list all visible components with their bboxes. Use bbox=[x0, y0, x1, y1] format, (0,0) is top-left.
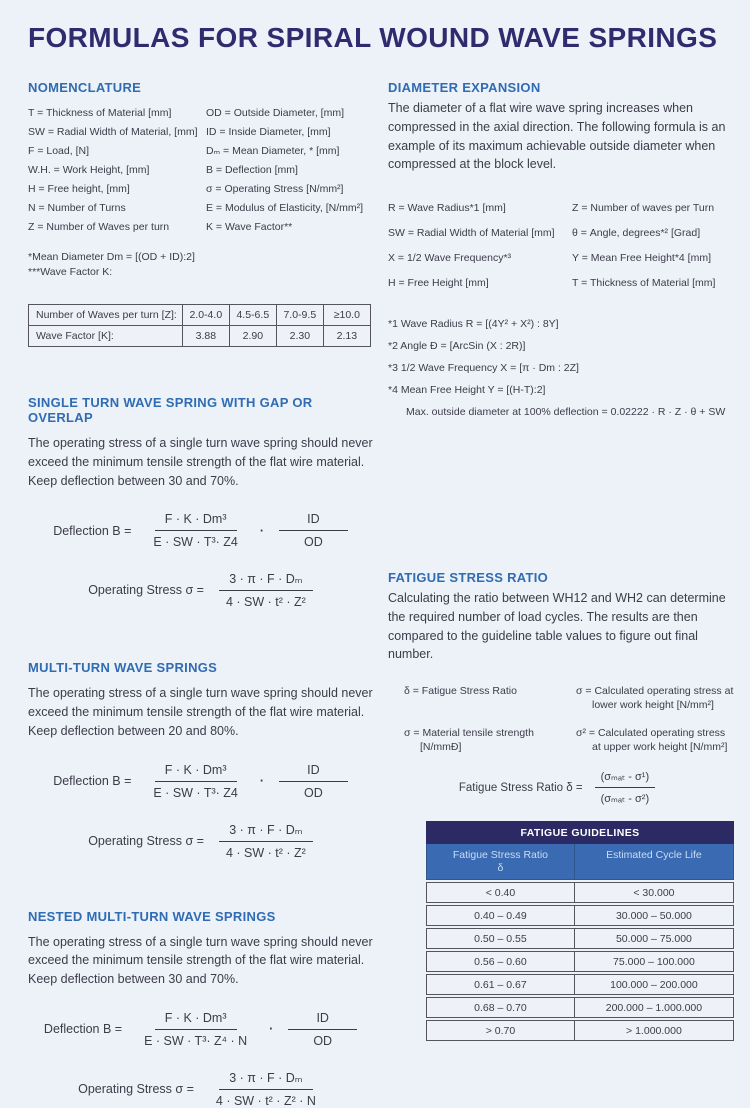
nomenclature-term: Z = Number of Waves per turn bbox=[28, 221, 170, 233]
table-row bbox=[426, 882, 734, 903]
wave-factor-footnote: ***Wave Factor K: bbox=[28, 266, 113, 278]
nomenclature-term: E = Modulus of Elasticity, [N/mm²] bbox=[206, 202, 364, 214]
fatigue-definition: σ² = Calculated operating stress at upper work height [N/mm²] bbox=[576, 727, 728, 753]
max-outside-diameter-note: Max. outside diameter at 100% deflection = 0.02222 · R · Z · θ + SW bbox=[406, 406, 726, 418]
fatigue-definition: δ = Fatigue Stress Ratio bbox=[404, 685, 517, 697]
table-cell: < 0.40 bbox=[485, 886, 516, 899]
table-cell: ≥10.0 bbox=[323, 305, 370, 326]
nomenclature-terms bbox=[28, 104, 376, 237]
single-turn-heading: SINGLE TURN WAVE SPRING WITH GAP OR OVERLAP bbox=[28, 395, 313, 425]
diameter-expansion-heading: DIAMETER EXPANSION bbox=[388, 80, 541, 95]
fatigue-stress-ratio-heading: FATIGUE STRESS RATIO bbox=[388, 570, 549, 585]
mean-diameter-footnote: *Mean Diameter Dm = [(OD + ID):2] bbox=[28, 251, 195, 263]
formula-label: Operating Stress σ = bbox=[78, 1081, 194, 1096]
table-row bbox=[426, 1020, 734, 1041]
table-row bbox=[426, 905, 734, 926]
diameter-term: R = Wave Radius*1 [mm] bbox=[388, 202, 506, 214]
fatigue-guidelines-table bbox=[426, 821, 734, 1041]
formula-label: Fatigue Stress Ratio δ = bbox=[458, 781, 583, 794]
single-turn-deflection-formula bbox=[28, 512, 376, 549]
fraction: $\frac{\text{3 · π · F · Dₘ}}{\text{4 · SW · t² · Z²}}$ bbox=[216, 822, 316, 860]
footnote: *2 Angle Đ = [ArcSin (X : 2R)] bbox=[388, 340, 526, 352]
nested-deflection-formula bbox=[28, 1011, 376, 1048]
table-cell: 0.40 – 0.49 bbox=[474, 909, 527, 922]
fatigue-table-header-row bbox=[426, 844, 734, 880]
table-row bbox=[426, 997, 734, 1018]
fatigue-table-title: FATIGUE GUIDELINES bbox=[426, 821, 734, 844]
nomenclature-footnotes bbox=[28, 250, 376, 280]
table-cell: 2.90 bbox=[229, 326, 276, 347]
fatigue-paragraph: Calculating the ratio between WH12 and WH2 can determine the required number of load cycles. The results are then compared to the guideline table values to figure out final number. bbox=[388, 591, 726, 662]
formula-label: Deflection B = bbox=[43, 1022, 123, 1037]
table-row bbox=[426, 951, 734, 972]
diameter-term: SW = Radial Width of Material [mm] bbox=[388, 227, 555, 239]
nomenclature-term: F = Load, [N] bbox=[28, 145, 89, 157]
table-cell: 2.30 bbox=[276, 326, 323, 347]
nomenclature-heading: NOMENCLATURE bbox=[28, 80, 142, 95]
table-cell: 0.50 – 0.55 bbox=[474, 932, 527, 945]
table-cell: 3.88 bbox=[182, 326, 229, 347]
nomenclature-term: OD = Outside Diameter, [mm] bbox=[206, 107, 344, 119]
footnote: *3 1/2 Wave Frequency X = [π · Dm : 2Z] bbox=[388, 362, 579, 374]
multi-turn-deflection-formula bbox=[28, 763, 376, 800]
fraction: $\frac{ID}{OD}$ bbox=[276, 763, 351, 800]
nomenclature-term: ID = Inside Diameter, [mm] bbox=[206, 126, 331, 138]
column-header: Fatigue Stress Ratio δ bbox=[452, 849, 548, 874]
table-cell: 2.13 bbox=[323, 326, 370, 347]
table-cell: 7.0-9.5 bbox=[276, 305, 323, 326]
diameter-term: θ = Angle, degrees*² [Grad] bbox=[572, 227, 701, 239]
fraction: $\frac{\text{3 · π · F · Dₘ}}{\text{4 · SW · t² · Z²}}$ bbox=[216, 571, 316, 609]
formula-label: Deflection B = bbox=[53, 523, 132, 538]
table-cell: 30.000 – 50.000 bbox=[574, 906, 733, 925]
table-row bbox=[426, 928, 734, 949]
fatigue-definitions bbox=[404, 684, 734, 754]
diameter-expansion-paragraph: The diameter of a flat wire wave spring increases when compressed in the axial direction. The following formula is an example of its maximum achievable outside diameter when compressed at the block level. bbox=[388, 101, 726, 172]
left-column bbox=[28, 80, 376, 1108]
right-column bbox=[388, 80, 734, 1041]
footnote: *4 Mean Free Height Y = [(H-T):2] bbox=[388, 384, 546, 396]
fraction: $\frac{\text{F · K · Dm³}}{\text{E · SW · T³· Z4}}$ bbox=[153, 512, 238, 550]
table-row bbox=[426, 974, 734, 995]
diameter-term: Y = Mean Free Height*4 [mm] bbox=[572, 252, 711, 264]
multi-turn-stress-formula bbox=[28, 822, 376, 860]
diameter-term: H = Free Height [mm] bbox=[388, 277, 489, 289]
nomenclature-term: T = Thickness of Material [mm] bbox=[28, 107, 172, 119]
delta-symbol: δ bbox=[497, 862, 504, 874]
table-cell: 75.000 – 100.000 bbox=[574, 952, 733, 971]
formula-label: Operating Stress σ = bbox=[88, 583, 204, 598]
table-cell: 0.68 – 0.70 bbox=[474, 1001, 527, 1014]
footnote: *1 Wave Radius R = [(4Y² + X²) : 8Y] bbox=[388, 318, 559, 330]
table-cell: Wave Factor [K]: bbox=[29, 326, 183, 347]
fraction: $\frac{\text{3 · π · F · Dₘ}}{\text{4 · SW · t² · Z² · N}}$ bbox=[215, 1070, 316, 1108]
single-turn-paragraph: The operating stress of a single turn wave spring should never exceed the minimum tensile strength of the flat wire material. Keep deflection between 30 and 70%. bbox=[28, 436, 373, 488]
column-header: Estimated Cycle Life bbox=[574, 844, 733, 879]
table-cell: 100.000 – 200.000 bbox=[574, 975, 733, 994]
nomenclature-term: N = Number of Turns bbox=[28, 202, 126, 214]
page-title: FORMULAS FOR SPIRAL WOUND WAVE SPRINGS bbox=[28, 22, 718, 53]
multiply-dot: · bbox=[259, 523, 265, 538]
table-cell: 0.61 – 0.67 bbox=[474, 978, 527, 991]
fraction: $\frac{\text{F · K · Dm³}}{\text{E · SW · T³· Z4}}$ bbox=[153, 762, 238, 800]
table-cell: 0.56 – 0.60 bbox=[474, 955, 527, 968]
fatigue-definition: σ = Calculated operating stress at lower work height [N/mm²] bbox=[576, 685, 734, 711]
diameter-term: T = Thickness of Material [mm] bbox=[572, 277, 716, 289]
formula-label: Deflection B = bbox=[53, 774, 132, 788]
multiply-dot: · bbox=[269, 1022, 274, 1037]
fraction: $\frac{ID}{OD}$ bbox=[276, 512, 351, 549]
table-cell: 2.0-4.0 bbox=[182, 305, 229, 326]
multiply-dot: · bbox=[259, 774, 265, 788]
table-cell: 200.000 – 1.000.000 bbox=[574, 998, 733, 1017]
fraction: $\frac{\text{F · K · Dm³}}{\text{E · SW · T³· Z⁴ · N}}$ bbox=[144, 1010, 248, 1048]
nomenclature-term: Dₘ = Mean Diameter, * [mm] bbox=[206, 145, 340, 157]
table-cell: 50.000 – 75.000 bbox=[574, 929, 733, 948]
formula-label: Operating Stress σ = bbox=[88, 833, 204, 848]
table-row bbox=[29, 326, 371, 347]
nested-multi-turn-paragraph: The operating stress of a single turn wave spring should never exceed the minimum tensile strength of the flat wire material. Keep deflection between 30 and 70%. bbox=[28, 934, 373, 986]
table-cell: > 1.000.000 bbox=[574, 1021, 733, 1040]
table-cell: > 0.70 bbox=[485, 1024, 516, 1037]
nomenclature-term: W.H. = Work Height, [mm] bbox=[28, 164, 150, 176]
nested-multi-turn-heading: NESTED MULTI-TURN WAVE SPRINGS bbox=[28, 908, 276, 924]
diameter-term: X = 1/2 Wave Frequency*³ bbox=[388, 252, 512, 264]
diameter-expansion-terms bbox=[388, 196, 726, 296]
multi-turn-paragraph: The operating stress of a single turn wave spring should never exceed the minimum tensile strength of the flat wire material. Keep deflection between 20 and 80%. bbox=[28, 686, 373, 738]
table-cell: < 30.000 bbox=[574, 883, 733, 902]
table-row bbox=[29, 305, 371, 326]
nomenclature-term: K = Wave Factor** bbox=[206, 221, 293, 233]
fraction: $\frac{\text{(σₘₐₜ - σ¹)}}{\text{(σₘₐₜ - σ²)}}$ bbox=[595, 770, 656, 805]
nomenclature-term: SW = Radial Width of Material, [mm] bbox=[28, 126, 198, 138]
nomenclature-term: σ = Operating Stress [N/mm²] bbox=[206, 183, 344, 195]
diameter-term: Z = Number of waves per Turn bbox=[572, 202, 715, 214]
fatigue-stress-ratio-formula bbox=[388, 770, 726, 805]
single-turn-stress-formula bbox=[28, 571, 376, 609]
nomenclature-term: B = Deflection [mm] bbox=[206, 164, 298, 176]
fraction: $\frac{ID}{OD}$ bbox=[285, 1011, 360, 1048]
table-cell: 4.5-6.5 bbox=[229, 305, 276, 326]
diameter-expansion-footnotes bbox=[388, 318, 726, 418]
fatigue-definition: σ = Material tensile strength [N/mmĐ] bbox=[404, 727, 534, 753]
table-cell: Number of Waves per turn [Z]: bbox=[29, 305, 183, 326]
nomenclature-term: H = Free height, [mm] bbox=[28, 183, 130, 195]
wave-factor-table bbox=[28, 304, 371, 347]
multi-turn-heading: MULTI-TURN WAVE SPRINGS bbox=[28, 660, 218, 676]
nested-stress-formula bbox=[28, 1070, 376, 1108]
